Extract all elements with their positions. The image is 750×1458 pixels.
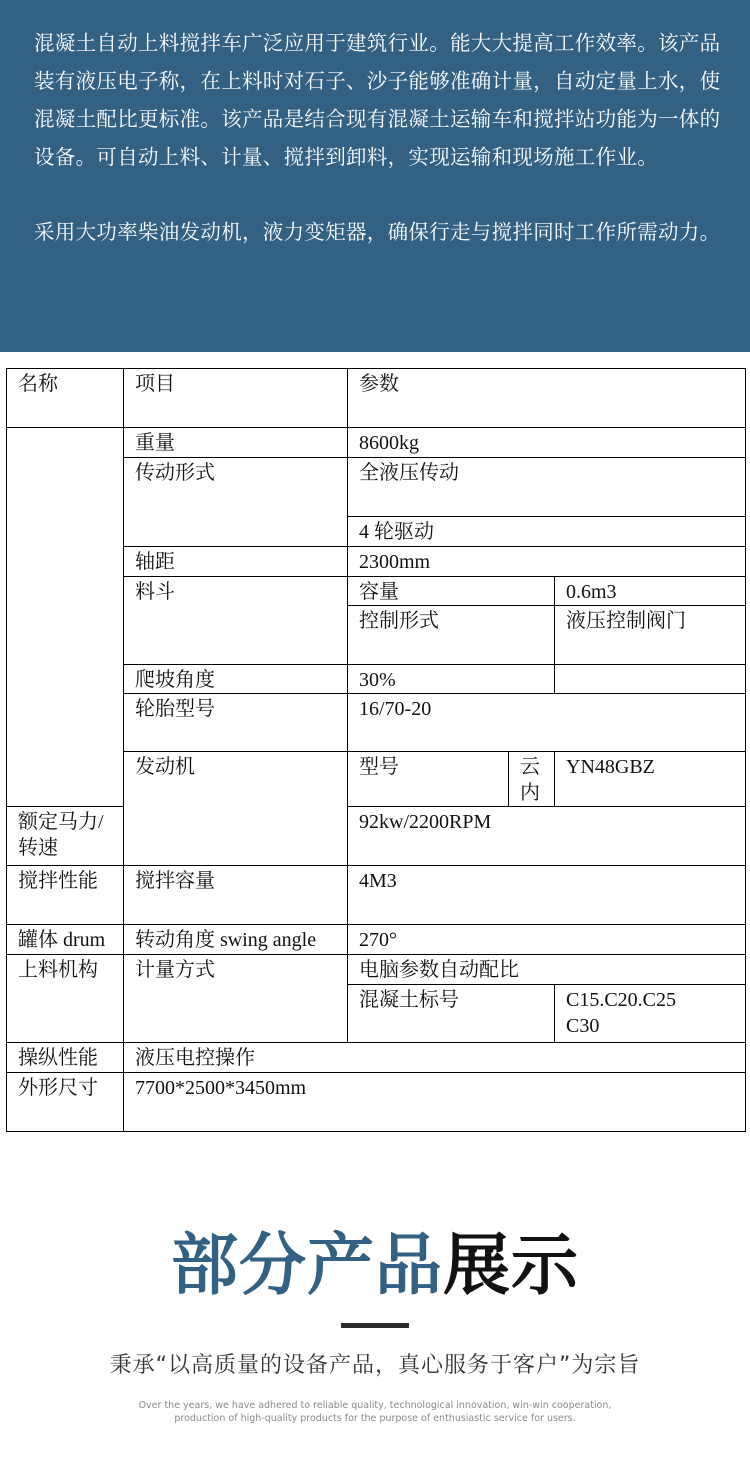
table-cell: 上料机构	[7, 955, 124, 1043]
table-cell: 轮胎型号	[124, 694, 348, 752]
table-cell: 270°	[348, 925, 746, 955]
grade-line: C15.C20.C25	[566, 989, 677, 1011]
table-cell: 轴距	[124, 547, 348, 577]
table-cell: 罐体 drum	[7, 925, 124, 955]
table-cell: 搅拌容量	[124, 866, 348, 925]
table-cell: 传动形式	[124, 458, 348, 547]
motto: 秉承“以高质量的设备产品，真心服务于客户”为宗旨	[109, 1353, 641, 1378]
table-cell: 料斗	[124, 577, 348, 665]
blank-cell	[555, 665, 746, 694]
table-cell: 7700*2500*3450mm	[124, 1073, 746, 1132]
table-cell: 全液压传动	[348, 458, 746, 517]
table-cell: 2300mm	[348, 547, 746, 577]
table-cell: YN48GBZ	[555, 752, 746, 807]
table-row	[7, 925, 746, 955]
table-cell: 8600kg	[348, 428, 746, 458]
table-cell: 重量	[124, 428, 348, 458]
table-cell: 计量方式	[124, 955, 348, 1043]
table-cell: 30%	[348, 665, 555, 694]
table-cell: 云内	[509, 752, 555, 807]
table-cell: 混凝土标号	[348, 985, 555, 1043]
table-cell: 操纵性能	[7, 1043, 124, 1073]
table-cell: 液压控制阀门	[555, 606, 746, 665]
table-cell: 电脑参数自动配比	[348, 955, 746, 985]
header-param: 参数	[348, 369, 746, 428]
section-title-blue: 部分产品	[171, 1226, 443, 1304]
table-cell: 转动角度 swing angle	[124, 925, 348, 955]
table-cell: 16/70-20	[348, 694, 746, 752]
table-row	[7, 955, 746, 985]
section-title	[0, 1225, 750, 1305]
spec-table	[6, 368, 746, 1132]
table-cell: 0.6m3	[555, 577, 746, 606]
section-title-dark: 展示	[443, 1226, 579, 1304]
table-cell: 容量	[348, 577, 555, 606]
english-line: Over the years, we have adhered to reliable quality, technological innovation, win-win cooperation,	[138, 1400, 612, 1411]
table-cell: 控制形式	[348, 606, 555, 665]
table-row	[7, 1043, 746, 1073]
table-cell: 爬坡角度	[124, 665, 348, 694]
intro-paragraph: 采用大功率柴油发动机，液力变矩器，确保行走与搅拌同时工作所需动力。	[34, 220, 721, 244]
english-subtitle	[0, 1399, 750, 1425]
table-header-row	[7, 369, 746, 428]
table-cell: 型号	[348, 752, 509, 807]
table-cell: 搅拌性能	[7, 866, 124, 925]
table-cell: 4 轮驱动	[348, 517, 746, 547]
english-line: production of high-quality products for the purpose of enthusiastic service for users.	[174, 1413, 576, 1424]
table-row	[7, 807, 746, 866]
table-row	[7, 866, 746, 925]
table-cell: 外形尺寸	[7, 1073, 124, 1132]
table-row	[7, 1073, 746, 1132]
table-cell: 额定马力/转速	[7, 807, 124, 866]
blank-cell	[7, 428, 124, 807]
header-item: 项目	[124, 369, 348, 428]
table-row	[7, 428, 746, 458]
title-divider	[341, 1323, 409, 1328]
table-cell: 液压电控操作	[124, 1043, 746, 1073]
table-cell: 发动机	[124, 752, 348, 866]
header-name: 名称	[7, 369, 124, 428]
grade-line: C30	[566, 1015, 600, 1037]
table-cell	[555, 985, 746, 1043]
intro-banner	[0, 0, 750, 352]
table-cell: 4M3	[348, 866, 746, 925]
intro-paragraph: 混凝土自动上料搅拌车广泛应用于建筑行业。能大大提高工作效率。该产品装有液压电子称，在上料时对石子、沙子能够准确计量，自动定量上水，使混凝土配比更标准。该产品是结合现有混凝土运输车和搅拌站功能为一体的设备。可自动上料、计量、搅拌到卸料，实现运输和现场施工作业。	[34, 31, 721, 169]
table-cell: 92kw/2200RPM	[348, 807, 746, 866]
